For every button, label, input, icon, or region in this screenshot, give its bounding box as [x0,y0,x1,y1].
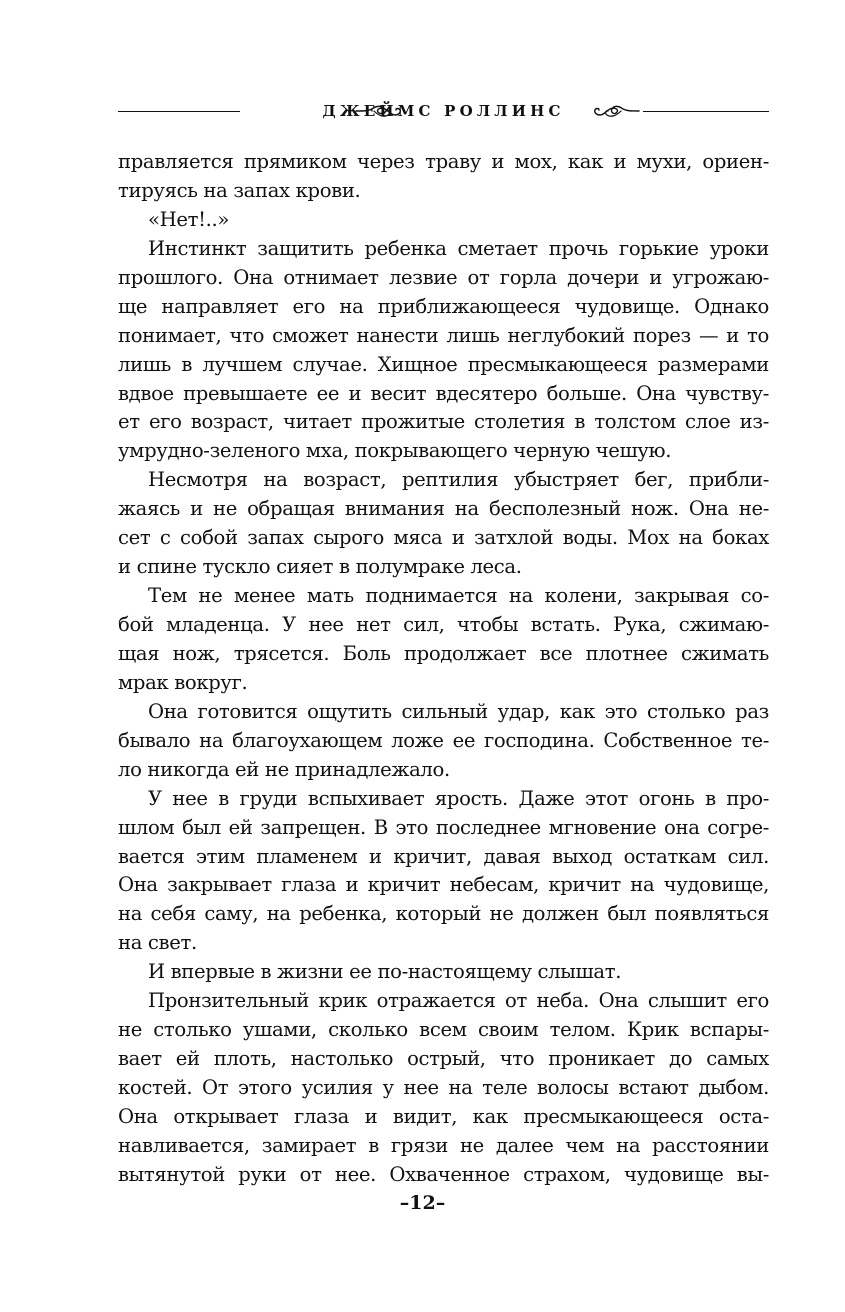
text-line: щая нож, трясется. Боль продолжает все плотнее сжимать [118,641,769,665]
body-text [118,148,769,1190]
text-line: тируясь на запах крови. [118,178,361,202]
text-line: сет с собой запах сырого мяса и затхлой воды. Мох на боках [118,526,769,550]
text-line: вает ей плоть, настолько острый, что проникает до самых [118,1047,769,1071]
text-line: умрудно-зеленого мха, покрывающего черную чешую. [118,439,672,463]
text-line: на свет. [118,931,197,955]
page-number: –12– [399,1192,446,1214]
text-line: не столько ушами, сколько всем своим телом. Крик вспары- [118,1018,769,1042]
text-line: Она закрывает глаза и кричит небесам, кричит на чудовище, [118,873,769,897]
header-rule-right [643,111,769,112]
text-line: прошлого. Она отнимает лезвие от горла дочери и угрожаю- [118,265,769,289]
text-line: костей. От этого усилия у нее на теле волосы встают дыбом. [118,1076,769,1099]
flourish-ornament-right-icon [591,100,641,122]
text-line: «Нет!..» [148,207,230,231]
text-line: Тем не менее мать поднимается на колени, закрывая со- [148,584,769,608]
text-line: ло никогда ей не принадлежало. [118,757,450,781]
text-line: У нее в груди вспыхивает ярость. Даже этот огонь в про- [148,786,769,810]
text-line: жаясь и не обращая внимания на бесполезный нож. Она не- [118,497,769,521]
text-line: и спине тускло сияет в полумраке леса. [118,555,522,579]
text-line: Пронзительный крик отражается от неба. Она слышит его [148,989,769,1013]
text-line: Инстинкт защитить ребенка сметает прочь горькие уроки [148,236,769,260]
text-line: Несмотря на возраст, рептилия убыстряет бег, прибли- [148,468,769,492]
header-rule-left [118,111,240,112]
text-line: понимает, что сможет нанести лишь неглубокий порез — и то [118,323,769,347]
text-line: Она открывает глаза и видит, как пресмыкающееся оста- [118,1104,769,1128]
text-line: шлом был ей запрещен. В это последнее мгновение она согре- [118,815,769,839]
running-header [118,96,769,126]
text-line: вдвое превышаете ее и весит вдесятеро больше. Она чувству- [118,381,769,405]
running-title: ДЖЕЙМС РОЛЛИНС [322,102,565,120]
text-line: ще направляет его на приближающееся чудовище. Однако [118,294,769,318]
text-line: ет его возраст, читает прожитые столетия в толстом слое из- [118,410,769,434]
text-line: вается этим пламенем и кричит, давая выход остаткам сил. [118,844,769,868]
text-line: мрак вокруг. [118,670,248,694]
text-line: Она готовится ощутить сильный удар, как это столько раз [148,699,769,723]
text-line: вытянутой руки от нее. Охваченное страхом, чудовище вы- [118,1162,769,1186]
text-line: навливается, замирает в грязи не далее чем на расстоянии [118,1133,769,1157]
text-line: на себя саму, на ребенка, который не должен был появляться [118,902,769,926]
text-line: правляется прямиком через траву и мох, как и мухи, ориен- [118,150,769,173]
text-line: И впервые в жизни ее по-настоящему слышат. [148,960,622,984]
text-line: лишь в лучшем случае. Хищное пресмыкающееся размерами [118,352,769,376]
text-line: бой младенца. У нее нет сил, чтобы встать. Рука, сжимаю- [118,613,769,636]
text-line: бывало на благоухающем ложе ее господина. Собственное те- [118,728,769,752]
